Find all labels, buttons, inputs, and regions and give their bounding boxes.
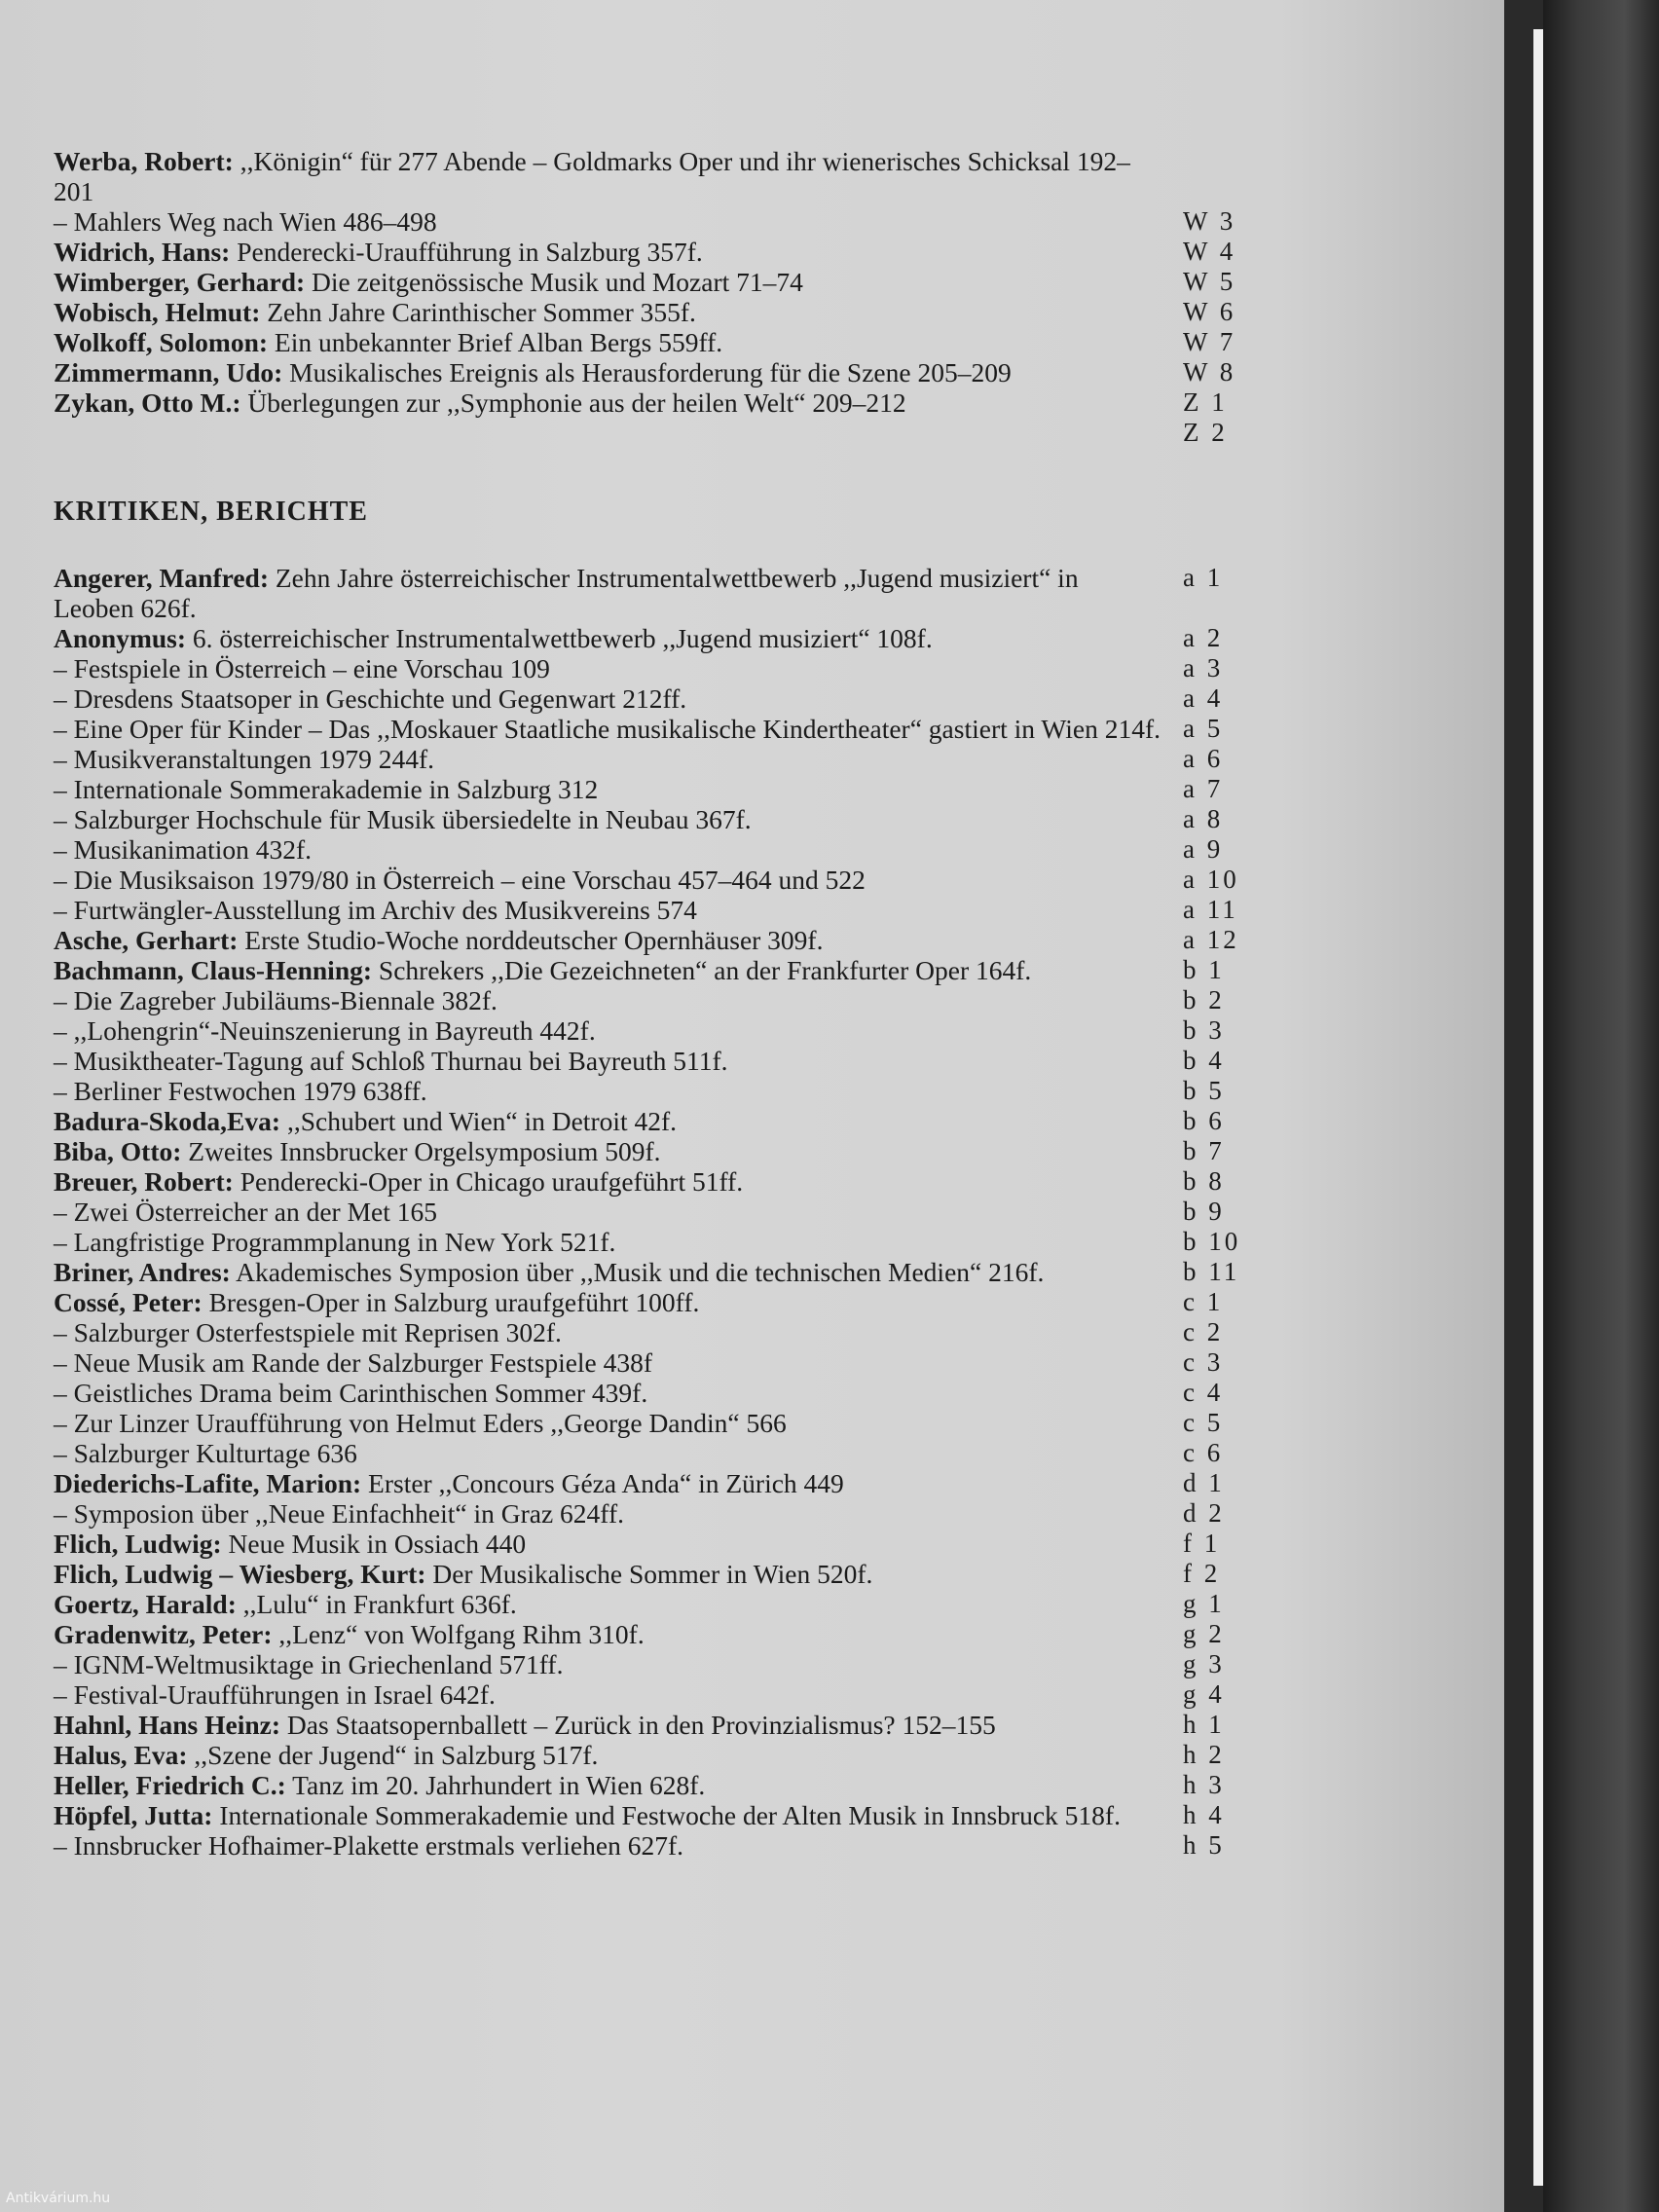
- entry-code: b 7: [1183, 1136, 1225, 1165]
- entry-author: Badura-Skoda,Eva:: [54, 1106, 281, 1136]
- index-entry: [54, 1710, 1251, 1740]
- entry-code: a 6: [1183, 744, 1224, 773]
- entry-title: Ein unbekannter Brief Alban Bergs 559ff.: [268, 327, 723, 357]
- entry-title: – Mahlers Weg nach Wien 486–498: [54, 206, 437, 237]
- entry-code: W 6: [1183, 297, 1236, 326]
- entry-title: Zehn Jahre österreichischer Instrumentalwettbewerb ,,Jugend musiziert“ in Leoben 626f.: [54, 563, 1079, 623]
- index-entry: [54, 563, 1251, 623]
- index-entry: [54, 267, 1251, 297]
- entry-title: Erste Studio-Woche norddeutscher Opernhäuser 309f.: [238, 925, 824, 955]
- index-entry: [54, 1166, 1251, 1197]
- entry-code: b 3: [1183, 1015, 1225, 1045]
- entry-title: – Zwei Österreicher an der Met 165: [54, 1197, 438, 1227]
- index-entry: [54, 1438, 1251, 1468]
- entry-code: a 4: [1183, 683, 1224, 713]
- index-entry: [54, 1498, 1251, 1529]
- entry-list: [54, 146, 1251, 448]
- index-entry: [54, 1227, 1251, 1257]
- index-entry: [54, 1076, 1251, 1106]
- entry-code: d 2: [1183, 1498, 1225, 1528]
- entry-code: g 3: [1183, 1649, 1225, 1678]
- index-entry: [54, 623, 1251, 653]
- entry-title: Penderecki-Oper in Chicago uraufgeführt 51ff.: [233, 1166, 744, 1197]
- entry-code: b 5: [1183, 1076, 1225, 1105]
- entry-title: Penderecki-Uraufführung in Salzburg 357f.: [230, 237, 703, 267]
- entry-title: Internationale Sommerakademie und Festwoche der Alten Musik in Innsbruck 518f.: [212, 1800, 1121, 1830]
- index-entry: [54, 774, 1251, 804]
- index-entry: [54, 1589, 1251, 1619]
- entry-title: – Furtwängler-Ausstellung im Archiv des Musikvereins 574: [54, 895, 697, 925]
- index-entry: [54, 714, 1251, 744]
- entry-author: Breuer, Robert:: [54, 1166, 234, 1197]
- index-entry: [54, 1468, 1251, 1498]
- index-entry: [54, 1347, 1251, 1378]
- entry-title: – Salzburger Osterfestspiele mit Reprisen 302f.: [54, 1317, 562, 1347]
- entry-code: b 4: [1183, 1046, 1225, 1075]
- index-entry: [54, 418, 1251, 448]
- index-section-authors: [54, 146, 1251, 448]
- entry-code: d 1: [1183, 1468, 1225, 1497]
- entry-title: ,,Lenz“ von Wolfgang Rihm 310f.: [272, 1619, 645, 1649]
- entry-author: Wolkoff, Solomon:: [54, 327, 269, 357]
- entry-title: – Innsbrucker Hofhaimer-Plakette erstmals verliehen 627f.: [54, 1830, 684, 1861]
- entry-title: Tanz im 20. Jahrhundert in Wien 628f.: [285, 1770, 706, 1800]
- entry-author: Hahnl, Hans Heinz:: [54, 1710, 281, 1740]
- entry-title: ,,Szene der Jugend“ in Salzburg 517f.: [187, 1740, 599, 1770]
- entry-code: c 2: [1183, 1317, 1224, 1346]
- index-entry: [54, 895, 1251, 925]
- index-entry: [54, 1770, 1251, 1800]
- entry-code: c 5: [1183, 1408, 1224, 1437]
- entry-author: Diederichs-Lafite, Marion:: [54, 1468, 362, 1498]
- index-entry: [54, 1106, 1251, 1136]
- entry-title: Neue Musik in Ossiach 440: [221, 1529, 527, 1559]
- entry-list: [54, 563, 1251, 1861]
- entry-code: b 6: [1183, 1106, 1225, 1135]
- entry-code: c 3: [1183, 1347, 1224, 1377]
- entry-author: Briner, Andres:: [54, 1257, 231, 1287]
- entry-author: Werba, Robert:: [54, 146, 234, 176]
- index-entry: [54, 1830, 1251, 1861]
- book-cover-board: [1543, 0, 1659, 2212]
- index-entry: [54, 955, 1251, 985]
- entry-title: – Musikveranstaltungen 1979 244f.: [54, 744, 435, 774]
- entry-code: c 6: [1183, 1438, 1224, 1467]
- entry-title: – Salzburger Kulturtage 636: [54, 1438, 357, 1468]
- index-entry: [54, 1197, 1251, 1227]
- index-entry: [54, 206, 1251, 237]
- entry-author: Wimberger, Gerhard:: [54, 267, 306, 297]
- entry-code: b 8: [1183, 1166, 1225, 1196]
- index-entry: [54, 1529, 1251, 1559]
- index-entry: [54, 1317, 1251, 1347]
- entry-code: g 2: [1183, 1619, 1225, 1648]
- entry-author: Halus, Eva:: [54, 1740, 188, 1770]
- entry-title: ,,Lulu“ in Frankfurt 636f.: [236, 1589, 517, 1619]
- entry-title: – Symposion über ,,Neue Einfachheit“ in Graz 624ff.: [54, 1498, 624, 1529]
- index-entry: [54, 1136, 1251, 1166]
- entry-code: h 1: [1183, 1710, 1225, 1739]
- entry-title: Zweites Innsbrucker Orgelsymposium 509f.: [181, 1136, 661, 1166]
- entry-title: Bresgen-Oper in Salzburg uraufgeführt 100ff.: [202, 1287, 700, 1317]
- index-entry: [54, 297, 1251, 327]
- entry-title: Der Musikalische Sommer in Wien 520f.: [425, 1559, 873, 1589]
- entry-title: ,,Königin“ für 277 Abende – Goldmarks Oper und ihr wienerisches Schicksal 192–201: [54, 146, 1130, 206]
- entry-title: – Die Zagreber Jubiläums-Biennale 382f.: [54, 985, 498, 1015]
- entry-title: Überlegungen zur ,,Symphonie aus der heilen Welt“ 209–212: [240, 387, 906, 418]
- entry-title: – Festspiele in Österreich – eine Vorschau 109: [54, 653, 550, 683]
- entry-code: b 9: [1183, 1197, 1225, 1226]
- entry-title: – Geistliches Drama beim Carinthischen Sommer 439f.: [54, 1378, 648, 1408]
- entry-code: W 5: [1183, 267, 1236, 296]
- entry-title: – ,,Lohengrin“-Neuinszenierung in Bayreuth 442f.: [54, 1015, 596, 1046]
- entry-author: Zykan, Otto M.:: [54, 387, 241, 418]
- entry-code: h 2: [1183, 1740, 1225, 1769]
- index-entry: [54, 357, 1251, 387]
- entry-title: – IGNM-Weltmusiktage in Griechenland 571ff.: [54, 1649, 564, 1679]
- index-entry: [54, 1408, 1251, 1438]
- entry-author: Biba, Otto:: [54, 1136, 182, 1166]
- index-entry: [54, 834, 1251, 865]
- entry-author: Höpfel, Jutta:: [54, 1800, 213, 1830]
- entry-code: a 11: [1183, 895, 1238, 924]
- entry-author: Angerer, Manfred:: [54, 563, 269, 593]
- entry-title: Zehn Jahre Carinthischer Sommer 355f.: [260, 297, 696, 327]
- index-entry: [54, 985, 1251, 1015]
- entry-title: – Die Musiksaison 1979/80 in Österreich – eine Vorschau 457–464 und 522: [54, 865, 866, 895]
- entry-code: a 1: [1183, 563, 1224, 592]
- entry-title: ,,Schubert und Wien“ in Detroit 42f.: [280, 1106, 678, 1136]
- entry-title: – Langfristige Programmplanung in New York 521f.: [54, 1227, 616, 1257]
- entry-code: a 8: [1183, 804, 1224, 833]
- entry-code: a 2: [1183, 623, 1224, 652]
- index-entry: [54, 1287, 1251, 1317]
- entry-code: h 3: [1183, 1770, 1225, 1799]
- entry-title: 6. österreichischer Instrumentalwettbewerb ,,Jugend musiziert“ 108f.: [186, 623, 933, 653]
- entry-code: a 9: [1183, 834, 1224, 864]
- index-entry: [54, 804, 1251, 834]
- entry-author: Heller, Friedrich C.:: [54, 1770, 286, 1800]
- entry-title: – Internationale Sommerakademie in Salzburg 312: [54, 774, 599, 804]
- entry-title: Akademisches Symposion über ,,Musik und die technischen Medien“ 216f.: [230, 1257, 1045, 1287]
- index-entry: [54, 865, 1251, 895]
- index-entry: [54, 1046, 1251, 1076]
- entry-code: Z 1: [1183, 387, 1228, 417]
- entry-title: – Zur Linzer Uraufführung von Helmut Eders ,,George Dandin“ 566: [54, 1408, 787, 1438]
- entry-title: Erster ,,Concours Géza Anda“ in Zürich 449: [361, 1468, 844, 1498]
- entry-code: W 8: [1183, 357, 1236, 387]
- entry-title: Das Staatsopernballett – Zurück in den Provinzialismus? 152–155: [280, 1710, 996, 1740]
- entry-code: g 1: [1183, 1589, 1225, 1618]
- index-entry: [54, 653, 1251, 683]
- index-entry: [54, 1619, 1251, 1649]
- entry-title: Die zeitgenössische Musik und Mozart 71–74: [305, 267, 803, 297]
- index-entry: [54, 683, 1251, 714]
- entry-author: Cossé, Peter:: [54, 1287, 203, 1317]
- index-entry: [54, 327, 1251, 357]
- entry-code: f 1: [1183, 1529, 1221, 1558]
- entry-code: Z 2: [1183, 418, 1228, 447]
- entry-code: a 10: [1183, 865, 1239, 894]
- entry-code: c 1: [1183, 1287, 1224, 1316]
- entry-author: Flich, Ludwig:: [54, 1529, 222, 1559]
- index-entry: [54, 146, 1251, 206]
- entry-title: – Eine Oper für Kinder – Das ,,Moskauer Staatliche musikalische Kindertheater“ gastiert in Wien 214f.: [54, 714, 1161, 744]
- index-entry: [54, 237, 1251, 267]
- entry-code: h 4: [1183, 1800, 1225, 1829]
- entry-title: Musikalisches Ereignis als Herausforderung für die Szene 205–209: [282, 357, 1012, 387]
- index-entry: [54, 387, 1251, 418]
- entry-code: f 2: [1183, 1559, 1221, 1588]
- entry-code: W 4: [1183, 237, 1236, 266]
- index-entry: [54, 1378, 1251, 1408]
- index-entry: [54, 1679, 1251, 1710]
- index-entry: [54, 744, 1251, 774]
- entry-title: – Neue Musik am Rande der Salzburger Festspiele 438f: [54, 1347, 653, 1378]
- index-entry: [54, 1257, 1251, 1287]
- entry-title: – Musiktheater-Tagung auf Schloß Thurnau bei Bayreuth 511f.: [54, 1046, 728, 1076]
- entry-code: W 7: [1183, 327, 1236, 356]
- entry-author: Flich, Ludwig – Wiesberg, Kurt:: [54, 1559, 426, 1589]
- entry-author: Anonymus:: [54, 623, 187, 653]
- entry-title: – Berliner Festwochen 1979 638ff.: [54, 1076, 427, 1106]
- entry-code: b 11: [1183, 1257, 1240, 1286]
- entry-code: b 2: [1183, 985, 1225, 1014]
- entry-code: c 4: [1183, 1378, 1224, 1407]
- index-entry: [54, 1800, 1251, 1830]
- entry-author: Wobisch, Helmut:: [54, 297, 261, 327]
- entry-author: Widrich, Hans:: [54, 237, 231, 267]
- entry-code: h 5: [1183, 1830, 1225, 1860]
- index-entry: [54, 1649, 1251, 1679]
- entry-code: a 3: [1183, 653, 1224, 682]
- entry-code: a 7: [1183, 774, 1224, 803]
- entry-code: b 1: [1183, 955, 1225, 984]
- entry-code: b 10: [1183, 1227, 1241, 1256]
- entry-code: a 12: [1183, 925, 1239, 954]
- entry-title: – Salzburger Hochschule für Musik übersiedelte in Neubau 367f.: [54, 804, 752, 834]
- entry-title: Schrekers ,,Die Gezeichneten“ an der Frankfurter Oper 164f.: [372, 955, 1032, 985]
- watermark: Antikvárium.hu: [6, 2191, 111, 2206]
- entry-title: – Dresdens Staatsoper in Geschichte und Gegenwart 212ff.: [54, 683, 687, 714]
- entry-code: a 5: [1183, 714, 1224, 743]
- entry-code: g 4: [1183, 1679, 1225, 1709]
- entry-author: Gradenwitz, Peter:: [54, 1619, 273, 1649]
- entry-title: – Musikanimation 432f.: [54, 834, 313, 865]
- entry-author: Zimmermann, Udo:: [54, 357, 283, 387]
- index-entry: [54, 925, 1251, 955]
- entry-author: Asche, Gerhart:: [54, 925, 239, 955]
- section-heading: KRITIKEN, BERICHTE: [54, 497, 368, 527]
- entry-code: W 3: [1183, 206, 1236, 236]
- index-section-reviews: [54, 497, 1251, 1861]
- entry-author: Goertz, Harald:: [54, 1589, 237, 1619]
- index-entry: [54, 1740, 1251, 1770]
- index-entry: [54, 1559, 1251, 1589]
- index-entry: [54, 1015, 1251, 1046]
- entry-title: – Festival-Uraufführungen in Israel 642f.: [54, 1679, 496, 1710]
- entry-author: Bachmann, Claus-Henning:: [54, 955, 373, 985]
